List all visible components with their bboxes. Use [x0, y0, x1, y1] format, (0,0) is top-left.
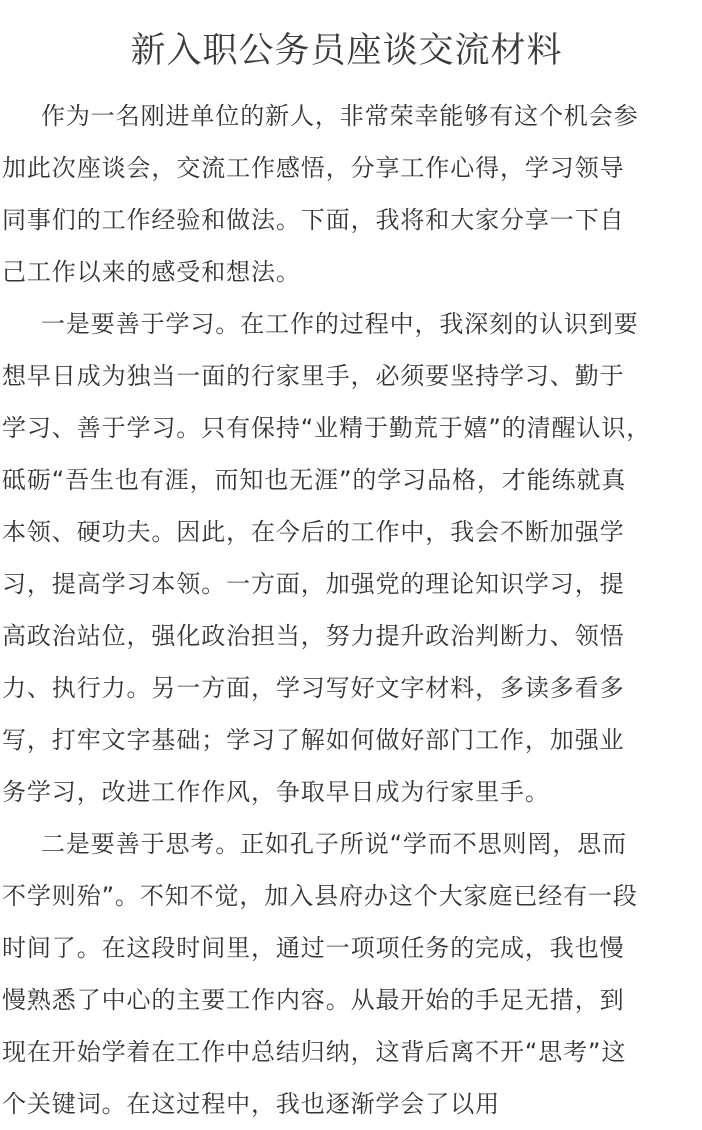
paragraph-2-line-6: 习，提高学习本领。一方面，加强党的理论知识学习，提	[2, 570, 625, 598]
paragraph-2-line-4: 砥砺“吾生也有涯，而知也无涯”的学习品格，才能练就真	[2, 466, 627, 494]
paragraph-3-line-2: 不学则殆”。不知不觉，加入县府办这个大家庭已经有一段	[2, 882, 638, 910]
paragraph-1-line-2: 加此次座谈会，交流工作感悟，分享工作心得，学习领导	[2, 154, 625, 182]
paragraph-3-line-5: 现在开始学着在工作中总结归纳，这背后离不开“思考”这	[2, 1038, 627, 1066]
paragraph-3-line-4: 慢熟悉了中心的主要工作内容。从最开始的手足无措，到	[2, 986, 625, 1014]
paragraph-1-line-3: 同事们的工作经验和做法。下面，我将和大家分享一下自	[2, 206, 625, 234]
paragraph-2-line-2: 想早日成为独当一面的行家里手，必须要坚持学习、勤于	[2, 362, 625, 390]
paragraph-2-line-3: 学习、善于学习。只有保持“业精于勤荒于嬉”的清醒认识，	[2, 414, 652, 442]
paragraph-2-line-7: 高政治站位，强化政治担当，努力提升政治判断力、领悟	[2, 622, 625, 650]
paragraph-2-line-9: 写，打牢文字基础；学习了解如何做好部门工作，加强业	[2, 726, 625, 754]
paragraph-3-line-3: 时间了。在这段时间里，通过一项项任务的完成，我也慢	[2, 934, 625, 962]
paragraph-2-line-5: 本领、硬功夫。因此，在今后的工作中，我会不断加强学	[2, 518, 625, 546]
paragraph-3-line-6: 个关键词。在这过程中，我也逐渐学会了以用	[2, 1090, 500, 1118]
paragraph-2-line-10: 务学习，改进工作作风，争取早日成为行家里手。	[2, 778, 550, 806]
paragraph-3-line-1: 二是要善于思考。正如孔子所说“学而不思则罔，思而	[41, 830, 628, 858]
document-title: 新入职公务员座谈交流材料	[130, 31, 563, 71]
paragraph-2-line-1: 一是要善于学习。在工作的过程中，我深刻的认识到要	[41, 310, 639, 338]
paragraph-2-line-8: 力、执行力。另一方面，学习写好文字材料，多读多看多	[2, 674, 625, 702]
document-body	[2, 90, 702, 1130]
paragraph-1-line-1: 作为一名刚进单位的新人，非常荣幸能够有这个机会参	[41, 102, 639, 130]
paragraph-1-line-4: 己工作以来的感受和想法。	[2, 258, 301, 286]
